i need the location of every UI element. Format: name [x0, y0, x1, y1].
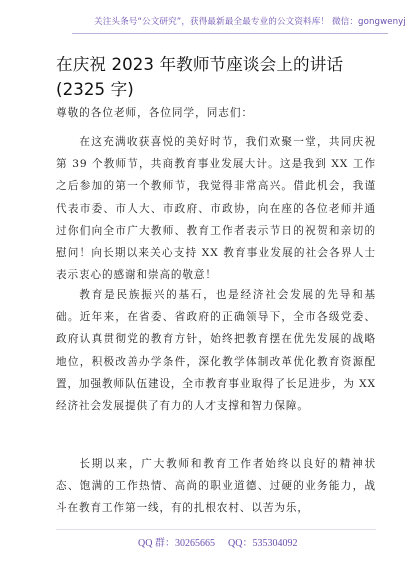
paragraph-3: 长期以来，广大教师和教育工作者始终以良好的精神状态、饱满的工作热情、高尚的职业道德、过硬的业务能力，战斗在教育工作第一线，有的扎根农村、以苦为乐，	[56, 458, 376, 515]
document-title: 在庆祝 2023 年教师节座谈会上的讲话(2325 字)	[56, 55, 344, 99]
header-banner-text: 关注头条号“公文研究”，获得最新最全最专业的公文资料库！ 微信：gongwenyj	[94, 16, 406, 27]
greeting-line: 尊敬的各位老师，各位同学，同志们：	[56, 107, 254, 119]
paragraph-2: 教育是民族振兴的基石，也是经济社会发展的先导和基础。近年来，在省委、省政府的正确领导下，全市各级党委、政府认真贯彻党的教育方针，始终把教育摆在优先发展的战略地位，积极改善办学条件，深化教学体制改革优化教育资源配置，加强教师队伍建设，全市教育事业取得了长足进步，为 XX 经济社会发展提供了有力的人才支撑和智力保障。	[56, 289, 376, 413]
page-footer	[0, 532, 408, 552]
paragraph-1: 在这充满收获喜悦的美好时节，我们欢聚一堂，共同庆祝第 39 个教师节，共商教育事业发展大计。这是我到 XX 工作之后参加的第一个教师节，我觉得非常高兴。借此机会，我谨代表市委、市人大、市政府、市政协，向在座的各位老师并通过你们向全市广大教师、教育工作者表示节日的祝贺和亲切的慰问！向长期以来关心支持 XX 教育事业发展的社会各界人士表示衷心的感谢和崇高的敬意！	[56, 136, 376, 282]
footer-divider	[56, 529, 376, 530]
header-banner	[72, 8, 406, 34]
footer-qq-group: QQ 群：30265665	[138, 538, 215, 549]
footer-qq: QQ：535304092	[228, 538, 298, 549]
